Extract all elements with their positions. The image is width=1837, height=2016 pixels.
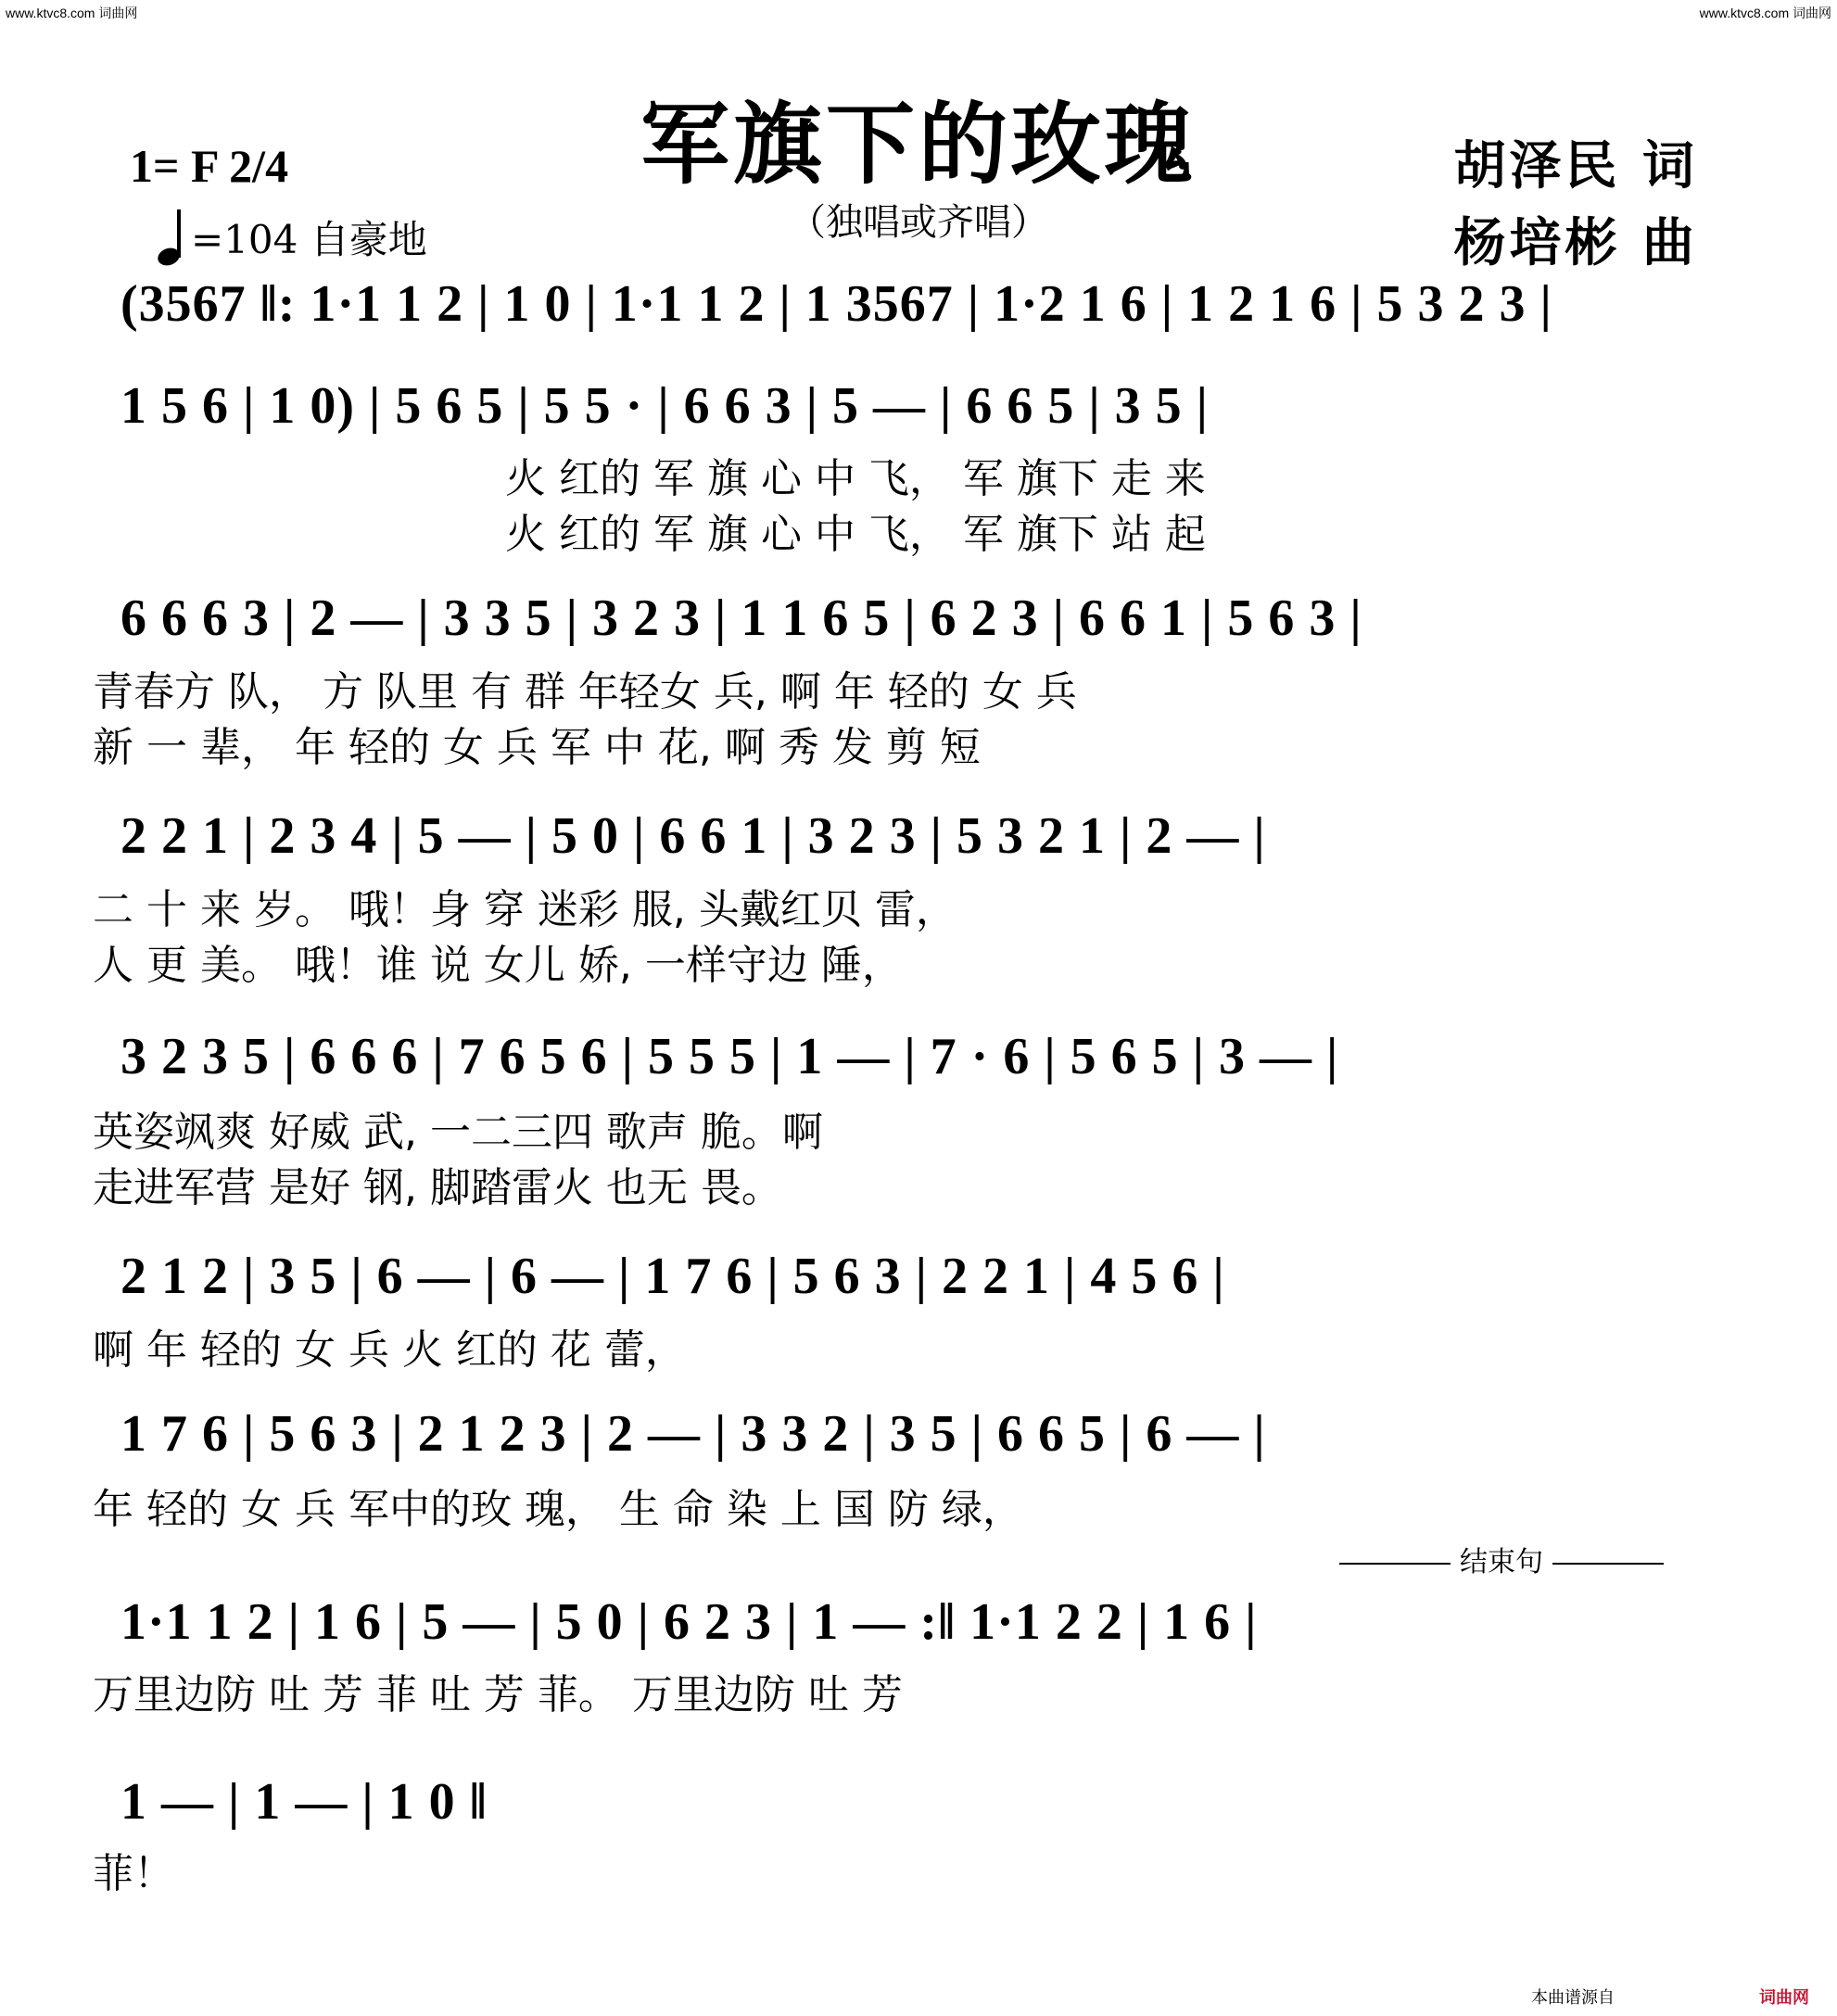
lyricist-credit: 胡泽民 词 — [1453, 136, 1698, 197]
score-row-4-music: 2 2 1 | 2 3 4 | 5 — | 5 0 | 6 6 1 | 3 2 3 | 5 3 2 1 | 2 — | — [120, 807, 1266, 865]
score-row-5-music: 3 2 3 5 | 6 6 6 | 7 6 5 6 | 5 5 5 | 1 — | 7 · 6 | 5 6 5 | 3 — | — [120, 1028, 1339, 1085]
score-row-2-lyrics-verse-2: 火 红的 军 旗 心 中 飞， 军 旗下 站 起 — [505, 511, 1206, 558]
score-row-7-lyrics: 年 轻的 女 兵 军中的玫 瑰， 生 命 染 上 国 防 绿， — [93, 1486, 1023, 1533]
score-row-9-music: 1 — | 1 — | 1 0 ‖ — [120, 1773, 488, 1831]
score-row-6-lyrics: 啊 年 轻的 女 兵 火 红的 花 蕾， — [93, 1326, 686, 1374]
score-row-3-music: 6 6 6 3 | 2 — | 3 3 5 | 3 2 3 | 1 1 6 5 | 6 2 3 | 6 6 1 | 5 6 3 | — [120, 590, 1362, 647]
watermark-right: www.ktvc8.com 词曲网 — [1699, 6, 1831, 20]
score-row-3-lyrics-verse-1: 青春方 队， 方 队里 有 群 年轻女 兵, 啊 年 轻的 女 兵 — [93, 668, 1077, 716]
score-row-5-lyrics-verse-1: 英姿飒爽 好威 武, 一二三四 歌声 脆。啊 — [93, 1109, 823, 1156]
watermark-left: www.ktvc8.com 词曲网 — [6, 6, 138, 20]
song-title: 军旗下的玫瑰 — [640, 93, 1197, 197]
score-row-9-lyrics: 菲！ — [93, 1850, 174, 1897]
score-row-8-lyrics: 万里边防 吐 芳 菲 吐 芳 菲。 万里边防 吐 芳 — [93, 1671, 903, 1718]
tempo-marking — [158, 209, 427, 265]
score-row-5-lyrics-verse-2: 走进军营 是好 钢, 脚踏雷火 也无 畏。 — [93, 1164, 782, 1211]
score-row-6-music: 2 1 2 | 3 5 | 6 — | 6 — | 1 7 6 | 5 6 3 | 2 2 1 | 4 5 6 | — [120, 1248, 1225, 1305]
ending-phrase-label: 结束句 — [1307, 1539, 1696, 1579]
score-row-4-lyrics-verse-2: 人 更 美。 哦！谁 说 女儿 娇, 一样守边 陲， — [93, 942, 903, 989]
score-row-4-lyrics-verse-1: 二 十 来 岁。 哦！身 穿 迷彩 服, 头戴红贝 雷， — [93, 886, 957, 933]
quarter-note-icon — [158, 209, 185, 265]
score-row-2-lyrics-verse-1: 火 红的 军 旗 心 中 飞， 军 旗下 走 来 — [505, 455, 1206, 502]
footer-site-link[interactable]: 词曲网 — [1759, 1988, 1809, 2008]
tempo-text: =104 自豪地 — [191, 217, 427, 262]
score-row-1-music: (3567 ‖: 1·1 1 2 | 1 0 | 1·1 1 2 | 1 3567 | 1·2 1 6 | 1 2 1 6 | 5 3 2 3 | — [120, 275, 1552, 333]
score-row-3-lyrics-verse-2: 新 一 辈， 年 轻的 女 兵 军 中 花, 啊 秀 发 剪 短 — [93, 724, 981, 771]
score-row-2-music: 1 5 6 | 1 0) | 5 6 5 | 5 5 · | 6 6 3 | 5 — | 6 6 5 | 3 5 | — [120, 377, 1209, 435]
score-row-8-music: 1·1 1 2 | 1 6 | 5 — | 5 0 | 6 2 3 | 1 — :‖ 1·1 2 2 | 1 6 | — [120, 1593, 1258, 1651]
song-subtitle: （独唱或齐唱） — [789, 201, 1048, 244]
footer-source-text: 本曲谱源自 — [1531, 1988, 1615, 2008]
score-row-7-music: 1 7 6 | 5 6 3 | 2 1 2 3 | 2 — | 3 3 2 | 3 5 | 6 6 5 | 6 — | — [120, 1405, 1266, 1463]
key-signature: 1= F 2/4 — [130, 140, 289, 192]
composer-credit: 杨培彬 曲 — [1453, 213, 1698, 273]
